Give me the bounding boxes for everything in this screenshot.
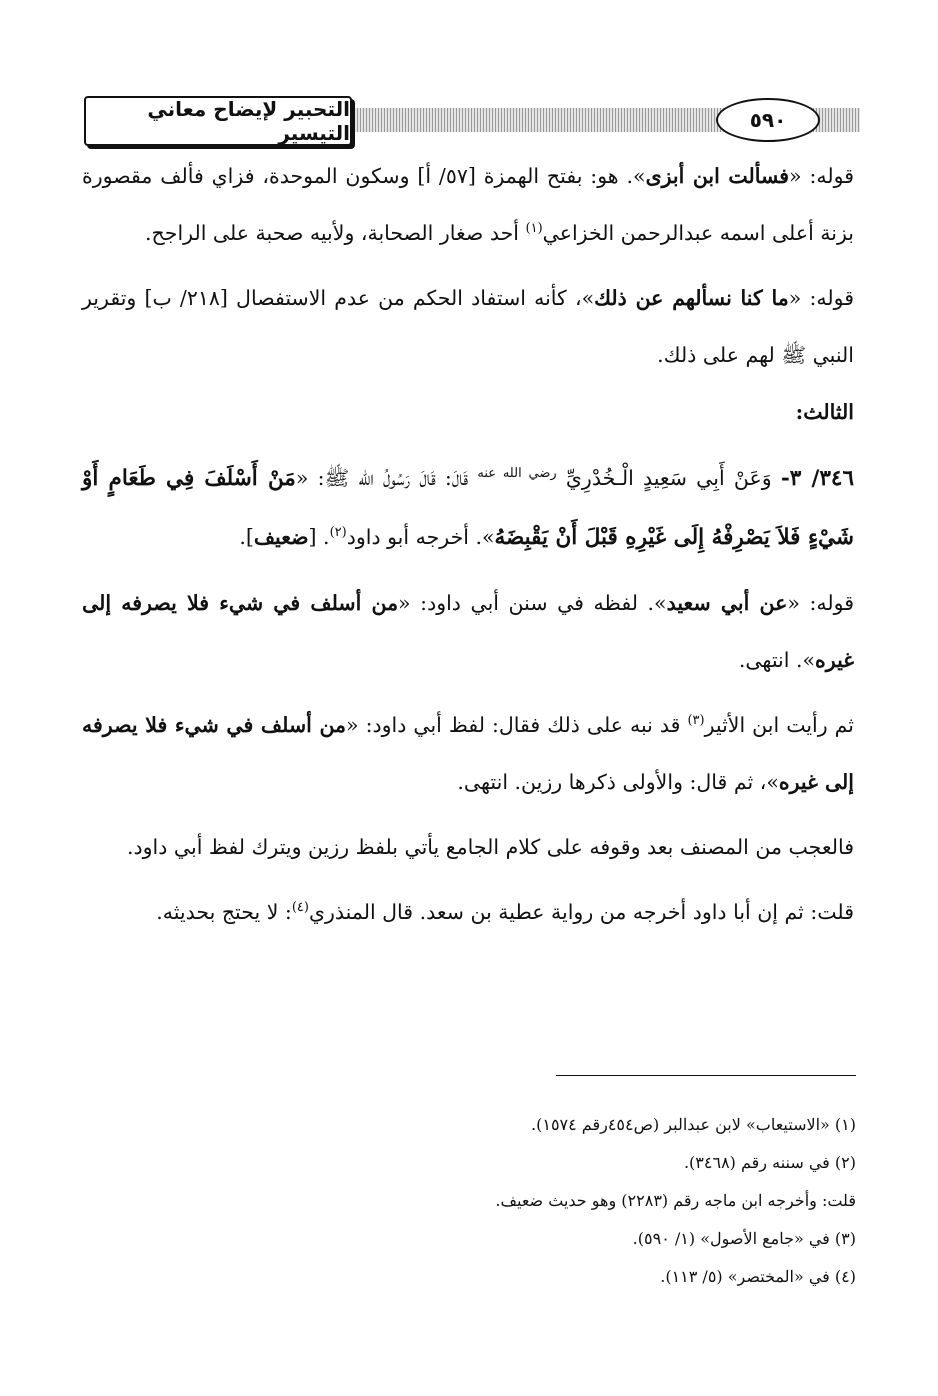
main-text xyxy=(82,148,854,941)
honorific-glyph: رضي الله عنه xyxy=(477,466,557,482)
hadith-chain: وَعَنْ أَبِي سَعِيدٍ الْـخُدْرِيِّ xyxy=(556,466,781,490)
paragraph-abu-said xyxy=(82,575,854,689)
quoted-lemma: ما كنا نسألهم عن ذلك xyxy=(594,286,789,310)
footnote-ref-2: (٢) xyxy=(329,525,347,541)
footnote-ref-1: (١) xyxy=(525,221,543,237)
book-title: التحبير لإيضاح معاني التيسير xyxy=(84,96,352,146)
paragraph-ibn-abza xyxy=(82,148,854,262)
text-run: »، كأنه استفاد الحكم من عدم الاستفصال [٢١٨/ ب] وتقرير النبي ﷺ لهم على ذلك. xyxy=(82,286,854,367)
text-run: . [ xyxy=(308,525,330,549)
quoted-text: من أسلف في شيء فلا يصرفه إلى غيره xyxy=(82,591,854,672)
footnote-separator xyxy=(556,1075,856,1076)
grade-label: ضعيف xyxy=(253,525,309,549)
footnote-3: (٣) في «جامع الأصول» (١/ ٥٩٠). xyxy=(632,1229,856,1248)
takhrij-text: ». أخرجه أبو داود xyxy=(346,525,495,549)
footnote-ref-4: (٤) xyxy=(291,900,309,916)
text-run: : لا يحتج بحديثه. xyxy=(156,900,292,924)
quoted-text: من أسلف في شيء فلا يصرفه إلى غيره xyxy=(82,713,854,794)
footnote-1: (١) «الاستيعاب» لابن عبدالبر (ص٤٥٤رقم ١٥٧٤). xyxy=(531,1115,856,1134)
text-run: ]. xyxy=(239,525,254,549)
footnote-4: (٤) في «المختصر» (٥/ ١١٣). xyxy=(660,1267,856,1286)
quoted-lemma: فسألت ابن أبزى xyxy=(645,164,790,188)
footnote-ref-3: (٣) xyxy=(687,713,705,729)
paragraph-qultu xyxy=(82,884,854,941)
hadith-paragraph xyxy=(82,449,854,567)
text-run: قد نبه على ذلك فقال: لفظ أبي داود: « xyxy=(346,713,688,737)
hadith-matn: مَنْ أَسْلَفَ فِي طَعَامٍ أَوْ شَيْءٍ فَلاَ يَصْرِفْهُ إِلَى غَيْرِهِ قَبْلَ أَنْ يَقْبِضَهُ xyxy=(82,466,854,550)
text-run: ثم رأيت ابن الأثير xyxy=(704,713,854,737)
text-run: قوله: « xyxy=(789,164,855,188)
paragraph-ajab: فالعجب من المصنف بعد وقوفه على كلام الجامع يأتي بلفظ رزين ويترك لفظ أبي داود. xyxy=(127,835,854,859)
page-number: ٥٩٠ xyxy=(716,98,820,142)
paragraph-ibn-athir xyxy=(82,697,854,811)
footnote-2-note: قلت: وأخرجه ابن ماجه رقم (٢٢٨٣) وهو حديث ضعيف. xyxy=(495,1191,856,1210)
text-run: ». انتهى. xyxy=(738,648,816,672)
paragraph-ma-kunna xyxy=(82,270,854,384)
section-heading: الثالث: xyxy=(795,400,854,424)
text-run: »، ثم قال: والأولى ذكرها رزين. انتهى. xyxy=(457,770,779,794)
text-run: قوله: « xyxy=(787,591,854,615)
footnote-2: (٢) في سننه رقم (٣٤٦٨). xyxy=(683,1153,856,1172)
text-run: ». هو: بفتح الهمزة [٥٧/ أ] وسكون الموحدة، فزاي فألف مقصورة بزنة أعلى اسمه عبدالرحمن الخزاعي xyxy=(82,164,854,245)
quoted-lemma: عن أبي سعيد xyxy=(666,591,788,615)
text-run: قلت: ثم إن أبا داود أخرجه من رواية عطية بن سعد. قال المنذري xyxy=(308,900,854,924)
footnotes xyxy=(82,1106,856,1296)
text-run: قوله: « xyxy=(788,286,855,310)
text-run: أحد صغار الصحابة، ولأبيه صحبة على الراجح. xyxy=(145,221,526,245)
text-run: ». لفظه في سنن أبي داود: « xyxy=(398,591,667,615)
hadith-number: ٣٤٦/ ٣- xyxy=(780,466,854,491)
hadith-chain: قَالَ: قَالَ رَسُولُ الله ﷺ: « xyxy=(295,466,478,490)
running-header xyxy=(84,92,860,148)
